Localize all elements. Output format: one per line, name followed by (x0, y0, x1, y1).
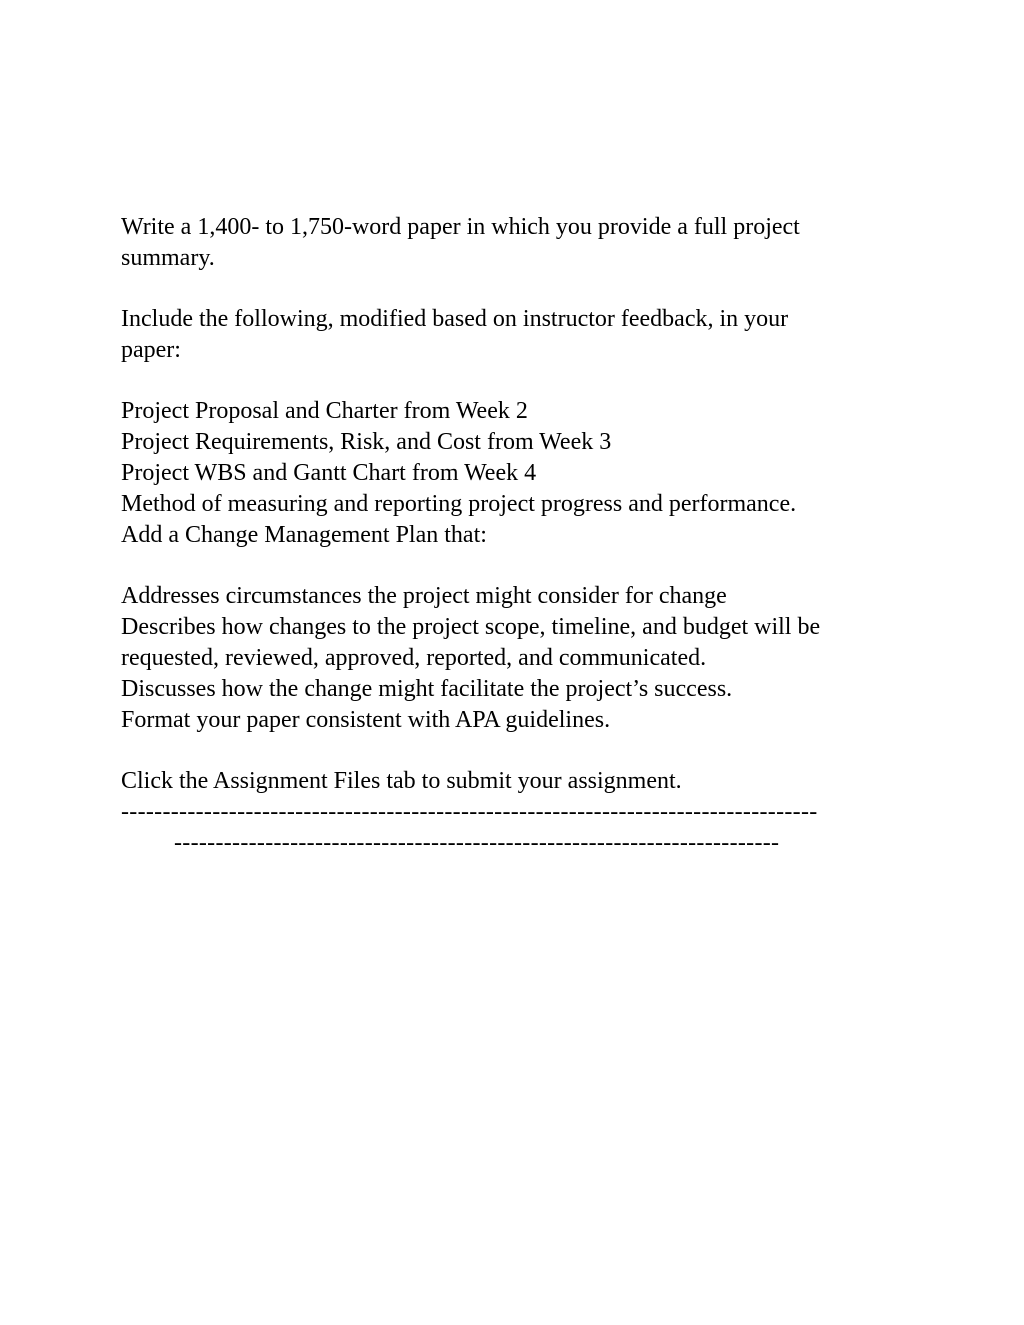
list-item: Project Requirements, Risk, and Cost from Week 3 (121, 429, 612, 455)
closing-section (121, 766, 921, 859)
include-line-2: paper: (121, 337, 181, 363)
list-item: Project WBS and Gantt Chart from Week 4 (121, 460, 537, 486)
list-item: Method of measuring and reporting project progress and performance. (121, 491, 797, 517)
include-paragraph (121, 304, 921, 366)
list-item: Project Proposal and Charter from Week 2 (121, 398, 528, 424)
list-item: Describes how changes to the project scope, timeline, and budget will be (121, 614, 821, 640)
closing-instruction: Click the Assignment Files tab to submit your assignment. (121, 768, 682, 794)
intro-paragraph (121, 212, 921, 274)
list-item: Addresses circumstances the project might consider for change (121, 583, 727, 609)
list-item: Discusses how the change might facilitate the project’s success. (121, 676, 733, 702)
list-item: requested, reviewed, approved, reported, and communicated. (121, 645, 707, 671)
list-item: Format your paper consistent with APA guidelines. (121, 707, 611, 733)
include-line-1: Include the following, modified based on instructor feedback, in your (121, 306, 789, 332)
dashed-rule: ------------------------------------------------------------------------------------ (121, 799, 818, 825)
document-body (121, 212, 921, 859)
dashed-rule: ------------------------------------------------------------------------- (174, 830, 780, 856)
deliverables-list (121, 396, 921, 551)
list-item: Add a Change Management Plan that: (121, 522, 487, 548)
change-management-list (121, 581, 921, 736)
intro-line-2: summary. (121, 245, 215, 271)
intro-line-1: Write a 1,400- to 1,750-word paper in which you provide a full project (121, 214, 800, 240)
